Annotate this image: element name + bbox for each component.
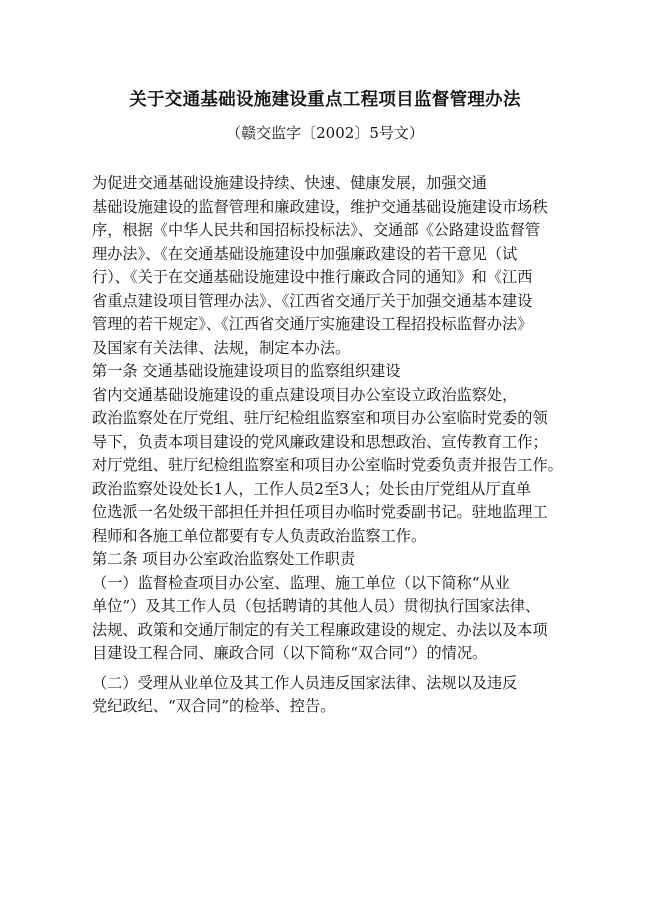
preamble-line: 及国家有关法律、法规，制定本办法。	[92, 338, 351, 357]
article-1-line: 位选派一名处级干部担任并担任项目办临时党委副书记。驻地监理工	[92, 503, 548, 521]
article-1-line: 导下，负责本项目建设的党风廉政建设和思想政治、宣传教育工作；	[92, 432, 548, 451]
preamble-line: 管理的若干规定》、《江西省交通厅实施建设工程招投标监督办法》	[92, 315, 533, 333]
article-1-line: 政治监察处在厅党组、驻厅纪检组监察室和项目办公室临时党委的领	[92, 409, 548, 427]
article-1-line: 省内交通基础设施建设的重点建设项目办公室设立政治监察处，	[92, 385, 518, 404]
article-1-heading: 第一条 交通基础设施建设项目的监察组织建设	[92, 362, 401, 380]
preamble-line: 为促进交通基础设施建设持续、快速、健康发展，加强交通	[92, 174, 487, 192]
preamble-line: 序，根据《中华人民共和国招标投标法》、交通部《公路建设监督管	[92, 221, 541, 239]
preamble-line: 省重点建设项目管理办法》、《江西省交通厅关于加强交通基本建设	[92, 291, 533, 310]
preamble-line: 行）、《关于在交通基础设施建设中推行廉政合同的通知》和《江西	[92, 268, 533, 286]
article-1-line: 程师和各施工单位都要有专人负责政治监察工作。	[92, 526, 427, 545]
article-1-line: 对厅党组、驻厅纪检组监察室和项目办公室临时党委负责并报告工作。	[92, 456, 563, 474]
item-1-line: （一）监督检查项目办公室、监理、施工单位（以下简称“从业	[92, 573, 510, 592]
preamble-line: 理办法》、《在交通基础设施建设中加强廉政建设的若干意见（试	[92, 244, 518, 263]
document-body	[92, 172, 572, 719]
item-1-line: 单位”）及其工作人员（包括聘请的其他人员）贯彻执行国家法律、	[92, 597, 541, 615]
document-number: （赣交监字〔2002〕5号文）	[226, 124, 424, 142]
item-2-line: 党纪政纪、“双合同”的检举、控告。	[92, 697, 336, 715]
item-1-line: 目建设工程合同、廉政合同（以下简称“双合同”）的情况。	[92, 644, 488, 662]
preamble-line: 基础设施建设的监督管理和廉政建设，维护交通基础设施建设市场秩	[92, 197, 548, 216]
item-2-line: （二）受理从业单位及其工作人员违反国家法律、法规以及违反	[92, 673, 518, 692]
article-1-line: 政治监察处设处长1人，工作人员2至3人；处长由厅党组从厅直单	[92, 479, 532, 498]
document-title: 关于交通基础设施建设重点工程项目监督管理办法	[129, 90, 521, 110]
item-1-line: 法规、政策和交通厅制定的有关工程廉政建设的规定、办法以及本项	[92, 620, 548, 639]
article-2-heading: 第二条 项目办公室政治监察处工作职责	[92, 550, 356, 568]
